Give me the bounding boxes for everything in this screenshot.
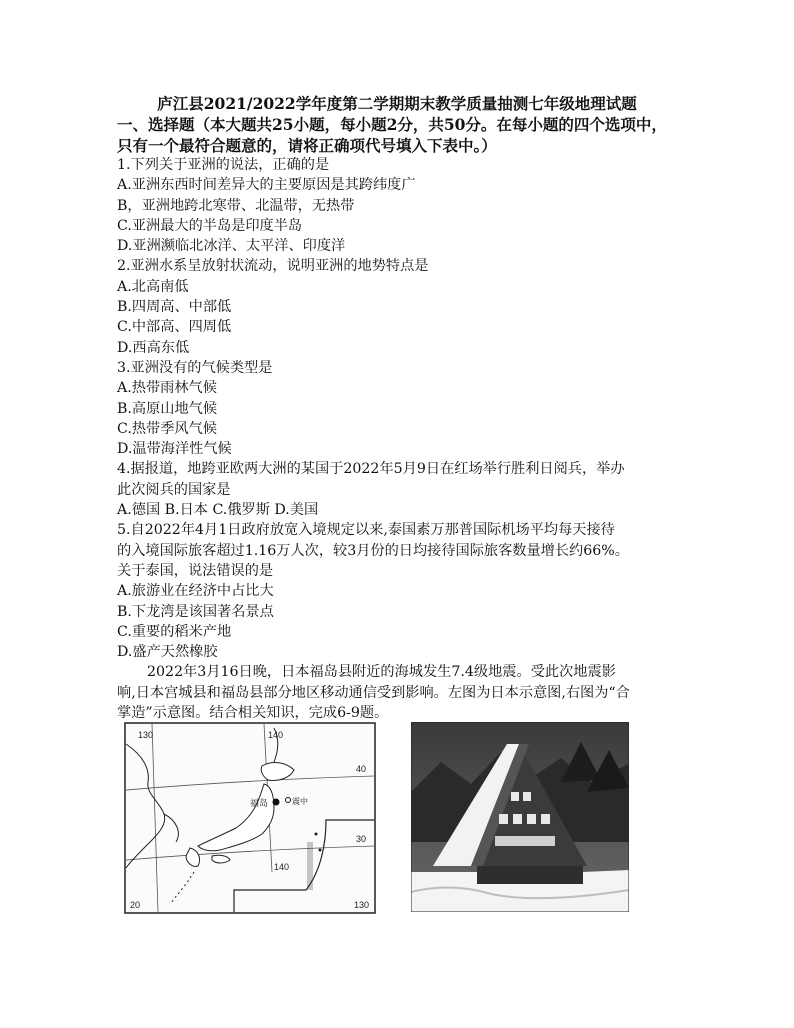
question-1-option-b: B，亚洲地跨北寒带、北温带，无热带 — [117, 197, 355, 214]
question-2-option-a: A.北高南低 — [117, 278, 189, 295]
exam-title: 庐江县2021/2022学年度第二学期期末教学质量抽测七年级地理试题 — [157, 94, 637, 113]
map-lon-top-left: 130 — [138, 730, 154, 740]
question-3-option-a: A.热带雨林气候 — [117, 380, 217, 397]
map-lon-top-mid: 140 — [268, 730, 284, 740]
question-list — [117, 155, 692, 723]
map-lat-right-lower: 30 — [356, 834, 367, 844]
question-3-stem: 3.亚洲没有的气候类型是 — [117, 359, 273, 376]
gassho-house-photo — [411, 722, 629, 912]
passage-line-2: 响,日本宫城县和福岛县部分地区移动通信受到影响。左图为日本示意图,右图为“合 — [117, 684, 630, 701]
question-1-option-d: D.亚洲濒临北冰洋、太平洋、印度洋 — [117, 238, 346, 255]
question-3-option-d: D.温带海洋性气候 — [117, 441, 232, 458]
map-place-fukushima: 福岛 — [250, 799, 269, 809]
map-lon-bottom-mid: 140 — [274, 862, 290, 872]
question-5-option-d: D.盛产天然橡胶 — [117, 644, 218, 661]
question-2-stem: 2.亚洲水系呈放射状流动，说明亚洲的地势特点是 — [117, 258, 429, 275]
japan-map-figure — [124, 722, 376, 914]
question-5-stem-line-3: 关于泰国，说法错误的是 — [117, 562, 274, 579]
map-lat-left-bottom: 20 — [130, 900, 141, 910]
question-2-option-d: D.西高东低 — [117, 339, 190, 356]
epicenter-marker-icon — [273, 799, 280, 806]
question-5-stem-line-1: 5.自2022年4月1日政府放宽入境规定以来,泰国素万那普国际机场平均每天接待 — [117, 522, 615, 539]
question-2-option-c: C.中部高、四周低 — [117, 319, 232, 336]
question-1-option-c: C.亚洲最大的半岛是印度半岛 — [117, 217, 303, 234]
question-5-option-b: B.下龙湾是该国著名景点 — [117, 603, 274, 620]
section-heading-line-1: 一、选择题（本大题共25小题，每小题2分，共50分。在每小题的四个选项中， — [117, 115, 667, 134]
japan-map — [124, 722, 376, 914]
gassho-house-image — [411, 722, 629, 912]
question-4-stem-line-2: 此次阅兵的国家是 — [117, 481, 231, 498]
map-lat-right-upper: 40 — [356, 764, 367, 774]
question-1-stem: 1.下列关于亚洲的说法，正确的是 — [117, 157, 330, 173]
question-1-option-a: A.亚洲东西时间差异大的主要原因是其跨纬度广 — [117, 177, 416, 194]
passage-line-3: 掌造”示意图。结合相关知识，完成6-9题。 — [117, 705, 389, 722]
question-3-option-b: B.高原山地气候 — [117, 400, 218, 417]
question-3-option-c: C.热带季风气候 — [117, 420, 217, 437]
map-lon-bottom-right: 130 — [354, 900, 370, 910]
question-5-option-c: C.重要的稻米产地 — [117, 623, 232, 640]
question-5-stem-line-2: 的入境国际旅客超过1.16万人次，较3月份的日均接待国际旅客数量增长约66%。 — [117, 542, 629, 559]
section-heading — [117, 114, 687, 156]
passage-line-1: 2022年3月16日晚，日本福岛县附近的海城发生7.4级地震。受此次地震影 — [147, 664, 616, 681]
figure-row — [120, 722, 640, 917]
question-4-options: A.德国 B.日本 C.俄罗斯 D.美国 — [117, 502, 319, 519]
question-4-stem-line-1: 4.据报道，地跨亚欧两大洲的某国于2022年5月9日在红场举行胜利日阅兵，举办 — [117, 461, 625, 478]
map-place-label: 震中 — [292, 797, 308, 806]
section-heading-line-2: 只有一个最符合题意的，请将正确项代号填入下表中。） — [117, 136, 497, 155]
question-5-option-a: A.旅游业在经济中占比大 — [117, 583, 274, 600]
question-2-option-b: B.四周高、中部低 — [117, 299, 232, 316]
